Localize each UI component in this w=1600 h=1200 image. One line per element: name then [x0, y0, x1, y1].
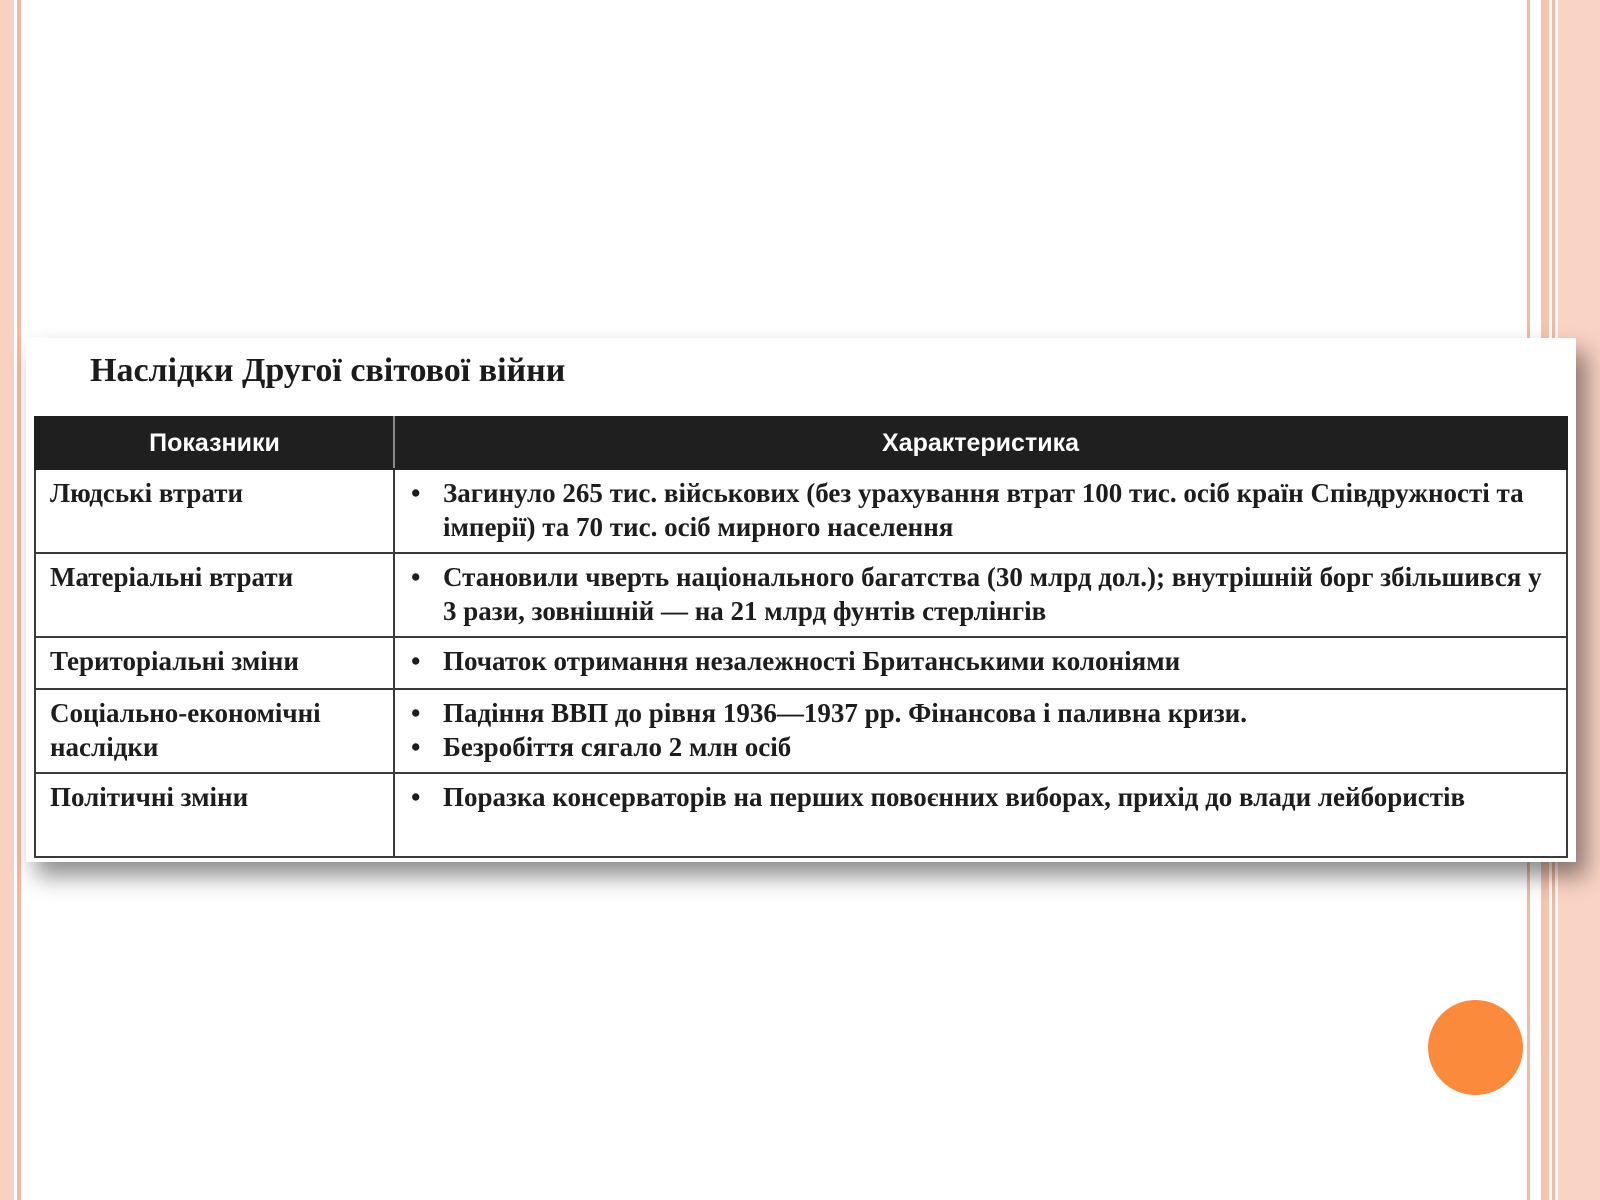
table-row — [35, 637, 1567, 689]
left-border-decoration — [0, 0, 14, 1200]
bullet-item — [405, 730, 1558, 764]
characteristic-cell — [394, 689, 1567, 773]
bullet-text: Становили чверть національного багатства (30 млрд дол.); внутрішній борг збільшився у 3 рази, зовнішній — на 21 млрд фунтів стерлінгів — [443, 562, 1542, 626]
bullet-icon: • — [411, 646, 421, 676]
bullet-text: Падіння ВВП до рівня 1936—1937 рр. Фінансова і паливна кризи. — [443, 698, 1247, 728]
bullet-icon: • — [411, 782, 421, 812]
bullet-item — [405, 476, 1558, 544]
indicator-cell: Політичні зміни — [35, 773, 394, 857]
header-characteristic: Характеристика — [394, 417, 1567, 469]
bullet-text: Поразка консерваторів на перших повоєнних виборах, прихід до влади лейбористів — [443, 782, 1466, 812]
indicator-cell: Соціально-економічні наслідки — [35, 689, 394, 773]
indicator-cell: Матеріальні втрати — [35, 553, 394, 637]
bullet-item — [405, 644, 1558, 678]
bullet-icon: • — [411, 478, 421, 508]
table-row — [35, 773, 1567, 857]
bullet-item — [405, 696, 1558, 730]
header-indicators: Показники — [35, 417, 394, 469]
table-row — [35, 553, 1567, 637]
characteristic-cell — [394, 637, 1567, 689]
characteristic-cell — [394, 469, 1567, 553]
characteristic-cell — [394, 553, 1567, 637]
indicator-cell: Територіальні зміни — [35, 637, 394, 689]
indicator-cell: Людські втрати — [35, 469, 394, 553]
consequences-table — [34, 416, 1568, 858]
bullet-item — [405, 560, 1558, 628]
orange-circle-decoration — [1428, 1000, 1523, 1095]
table-title: Наслідки Другої світової війни — [90, 352, 566, 389]
characteristic-cell — [394, 773, 1567, 857]
table-row — [35, 469, 1567, 553]
bullet-icon: • — [411, 562, 421, 592]
left-border-line — [17, 0, 21, 1200]
bullet-item — [405, 780, 1558, 814]
table-row — [35, 689, 1567, 773]
bullet-icon: • — [411, 698, 421, 728]
bullet-text: Безробіття сягало 2 млн осіб — [443, 732, 792, 762]
bullet-icon: • — [411, 732, 421, 762]
table-header-row — [35, 417, 1567, 469]
table-image-panel — [26, 338, 1576, 862]
bullet-text: Початок отримання незалежності Британськими колоніями — [443, 646, 1181, 676]
bullet-text: Загинуло 265 тис. військових (без урахування втрат 100 тис. осіб країн Співдружності та імперії) та 70 тис. осіб мирного населення — [443, 478, 1524, 542]
